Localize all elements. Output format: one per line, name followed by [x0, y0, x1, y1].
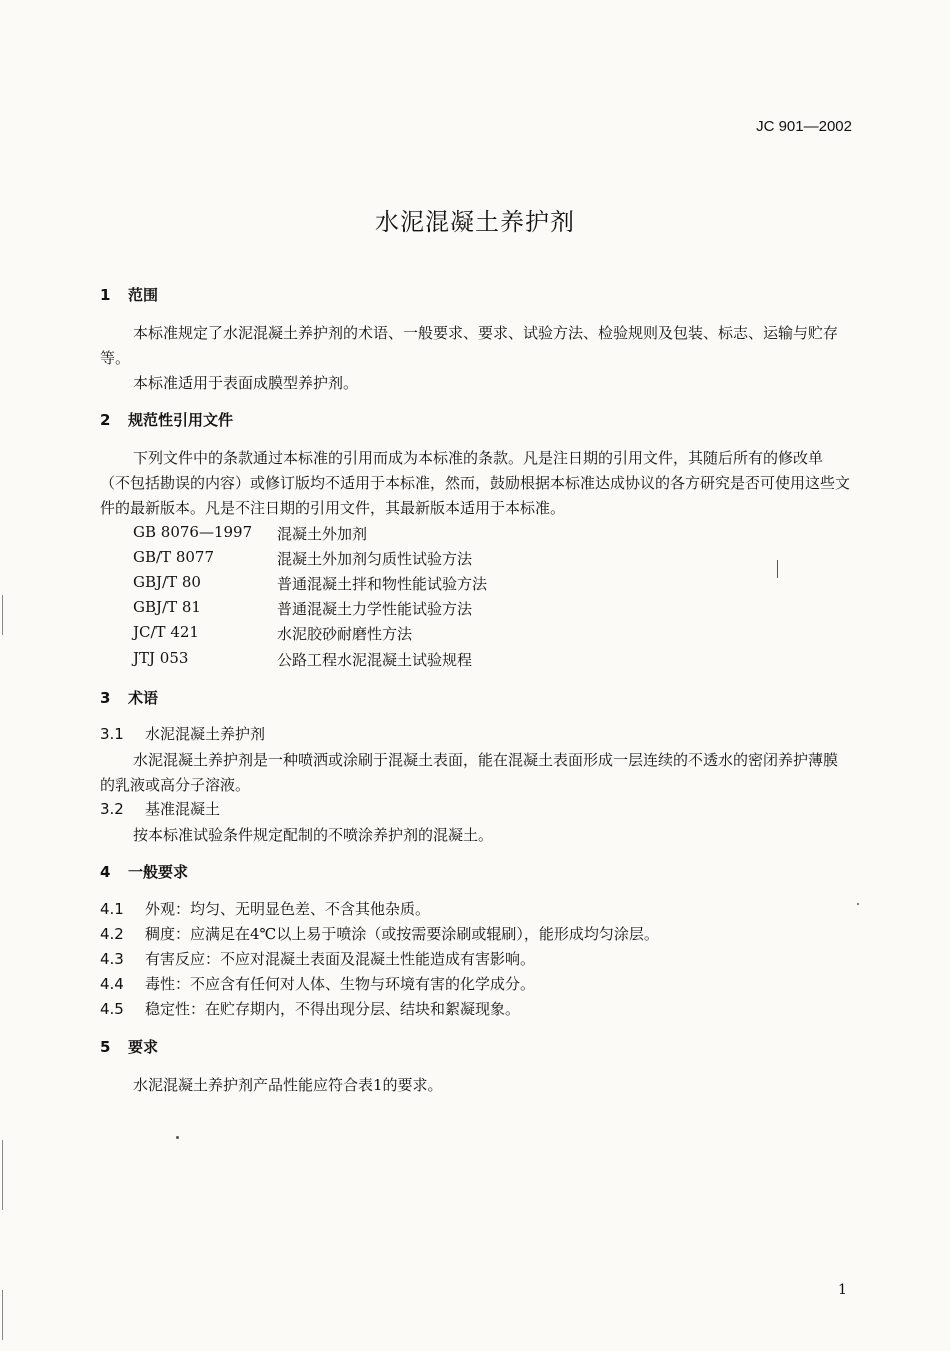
section-title: 规范性引用文件	[128, 411, 234, 429]
section-1-heading	[100, 284, 158, 305]
reference-name: 混凝土外加剂匀质性试验方法	[277, 550, 473, 568]
term-3-1	[100, 723, 265, 744]
section-1-paragraph-1: 本标准规定了水泥混凝土养护剂的术语、一般要求、要求、试验方法、检验规则及包装、标志、运输与贮存等。	[100, 324, 839, 367]
scan-edge-mark	[2, 595, 3, 635]
term-3-1-definition: 水泥混凝土养护剂是一种喷洒或涂刷于混凝土表面，能在混凝土表面形成一层连续的不透水的密闭养护薄膜的乳液或高分子溶液。	[100, 751, 839, 794]
item-text: 稠度：应满足在4℃以上易于喷涂（或按需要涂刷或辊刷），能形成均匀涂层。	[145, 925, 659, 943]
section-number: 2	[100, 411, 111, 429]
section-5-paragraph: 水泥混凝土养护剂产品性能应符合表1的要求。	[133, 1076, 443, 1094]
term-name: 水泥混凝土养护剂	[145, 725, 266, 743]
section-5-heading	[100, 1036, 158, 1057]
term-3-2	[100, 798, 220, 819]
section-3-heading	[100, 687, 158, 708]
term-name: 基准混凝土	[145, 800, 221, 818]
section-number: 5	[100, 1038, 111, 1056]
section-1-paragraph-2: 本标准适用于表面成膜型养护剂。	[133, 374, 359, 392]
scan-edge-mark	[2, 1290, 3, 1340]
item-number: 4.1	[100, 900, 124, 918]
item-text: 外观：均匀、无明显色差、不含其他杂质。	[145, 900, 431, 918]
scan-speck	[777, 560, 778, 578]
term-3-2-definition: 按本标准试验条件规定配制的不喷涂养护剂的混凝土。	[133, 826, 494, 844]
standard-code: JC 901—2002	[756, 118, 852, 135]
reference-name: 混凝土外加剂	[277, 525, 368, 543]
document-title: 水泥混凝土养护剂	[375, 208, 575, 236]
reference-name: 普通混凝土力学性能试验方法	[277, 600, 473, 618]
section-2-heading	[100, 409, 233, 430]
reference-code: GBJ/T 81	[133, 598, 201, 616]
reference-name: 水泥胶砂耐磨性方法	[277, 625, 413, 643]
reference-code: JC/T 421	[133, 623, 199, 641]
item-number: 4.2	[100, 925, 124, 943]
section-number: 4	[100, 863, 111, 881]
section-number: 3	[100, 689, 111, 707]
reference-code: GB 8076—1997	[133, 523, 253, 541]
item-number: 4.4	[100, 975, 124, 993]
section-title: 术语	[128, 689, 159, 707]
section-2-paragraph: 下列文件中的条款通过本标准的引用而成为本标准的条款。凡是注日期的引用文件，其随后所有的修改单（不包括勘误的内容）或修订版均不适用于本标准，然而，鼓励根据本标准达成协议的各方研究是否可使用这些文件的最新版本。凡是不注日期的引用文件，其最新版本适用于本标准。	[100, 449, 851, 517]
item-number: 4.3	[100, 950, 124, 968]
section-title: 要求	[128, 1038, 159, 1056]
item-text: 毒性：不应含有任何对人体、生物与环境有害的化学成分。	[145, 975, 536, 993]
section-title: 一般要求	[128, 863, 189, 881]
item-text: 稳定性：在贮存期内，不得出现分层、结块和絮凝现象。	[145, 1000, 521, 1018]
reference-code: GBJ/T 80	[133, 573, 201, 591]
requirement-item	[100, 973, 535, 994]
reference-name: 普通混凝土拌和物性能试验方法	[277, 575, 488, 593]
requirement-item	[100, 948, 535, 969]
scan-speck	[857, 903, 859, 905]
section-4-heading	[100, 861, 188, 882]
item-text: 有害反应：不应对混凝土表面及混凝土性能造成有害影响。	[145, 950, 536, 968]
reference-name: 公路工程水泥混凝土试验规程	[277, 651, 473, 669]
requirement-item	[100, 923, 659, 944]
requirement-item	[100, 998, 520, 1019]
term-number: 3.1	[100, 725, 124, 743]
section-number: 1	[100, 286, 111, 304]
item-number: 4.5	[100, 1000, 124, 1018]
requirement-item	[100, 898, 430, 919]
reference-code: JTJ 053	[133, 649, 189, 667]
scan-edge-mark	[2, 1140, 3, 1210]
page-number: 1	[838, 1282, 847, 1298]
term-number: 3.2	[100, 800, 124, 818]
reference-code: GB/T 8077	[133, 548, 215, 566]
section-title: 范围	[128, 286, 159, 304]
scan-speck	[176, 1136, 179, 1139]
